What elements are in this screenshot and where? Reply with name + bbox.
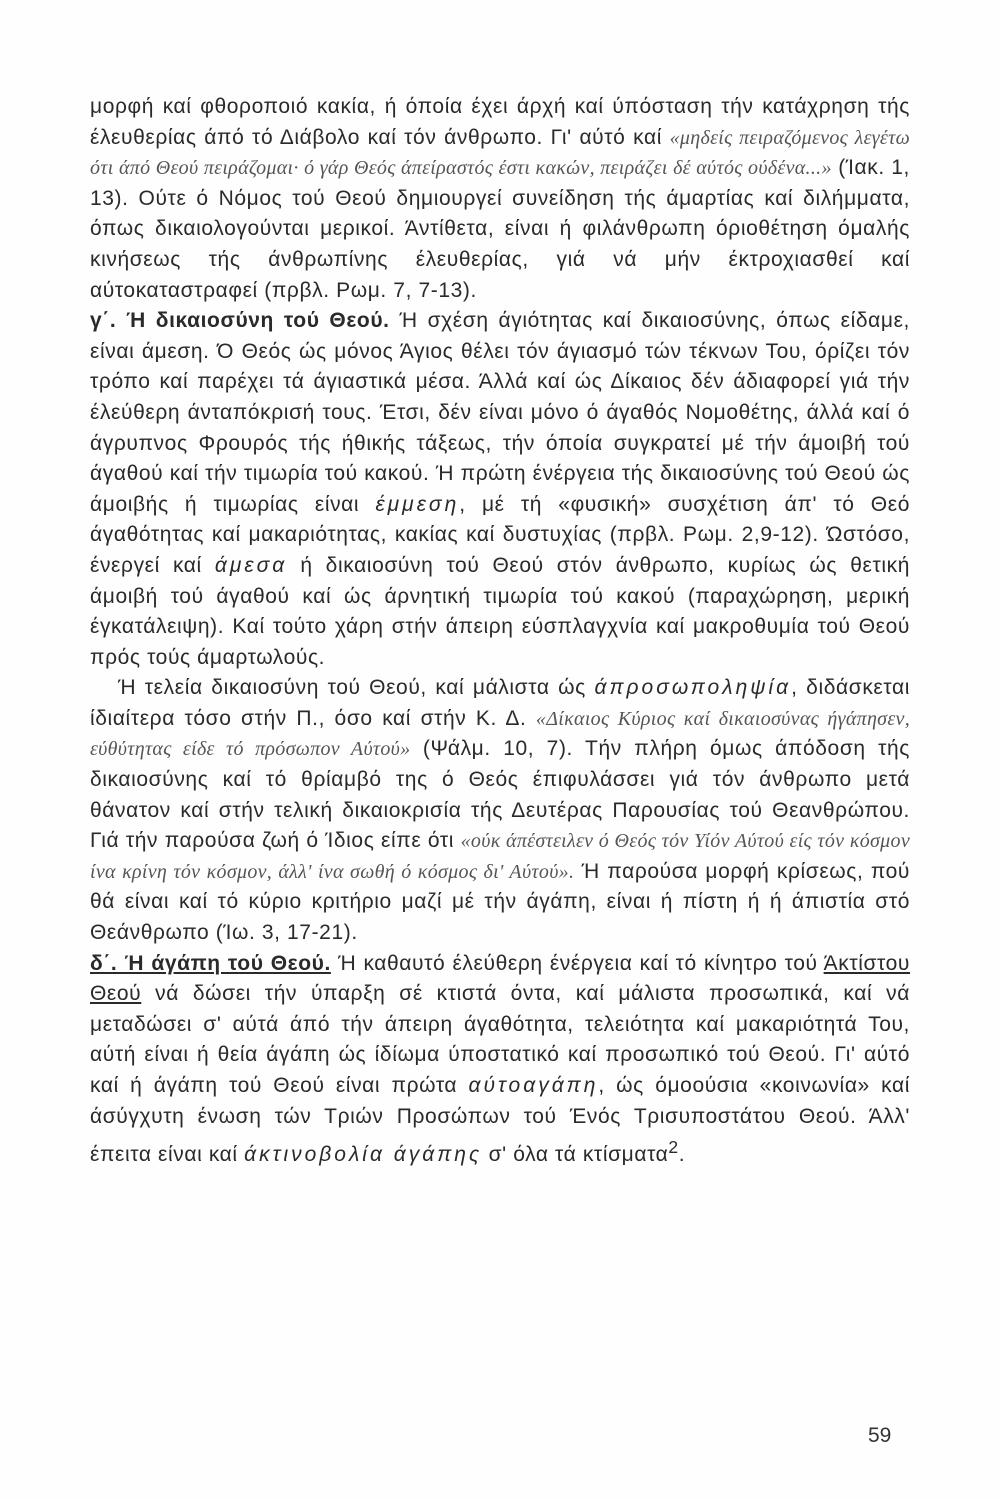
body-text xyxy=(90,92,910,1171)
paragraph-4: δ΄. Ή άγάπη τού Θεού. Ή καθαυτό έλεύθερη ένέργεια καί τό κίνητρο τού Άκτίστου Θεού νά δώσει τήν ύπαρξη σέ κτιστά όντα, καί μάλιστα προσωπικά, καί νά μεταδώσει σ' αύτά άπό τήν άπειρη άγαθότητα, τελειότητα καί μακαριότητά Του, αύτή είναι ή θεία άγάπη ώς ίδίωμα ύποστατικό καί προσωπικό τού Θεού. Γι' αύτό καί ή άγάπη τού Θεού είναι πρώτα αύτοαγάπη, ώς όμοούσια «κοινωνία» καί άσύγχυτη ένωση τών Τριών Προσώπων τού Ένός Τρισυποστάτου Θεού. Άλλ' έπειτα είναι καί άκτινοβολία άγάπης σ' όλα τά κτίσματα$^2$. xyxy=(90,951,911,1167)
emphasis-self-love: αύτοαγάπη xyxy=(468,1074,599,1097)
quote-psalm: «Δίκαιος Κύριος καί δικαιοσύνας ήγάπησεν, εύθύτητας είδε τό πρόσωπον Αύτού» xyxy=(90,707,910,761)
section-heading-justice: γ΄. Ή δικαιοσύνη τού Θεού. xyxy=(90,309,390,333)
footnote-ref: 2 xyxy=(668,1137,679,1158)
underlined-phrase: Άκτίστου Θεού xyxy=(90,951,911,1006)
paragraph-1: μορφή καί φθοροποιό κακία, ή όποία έχει άρχή καί ύπόσταση τήν κατάχρηση τής έλευθερίας άπό τό Διάβολο καί τόν άνθρωπο. Γι' αύτό καί «μηδείς πειραζόμενος λεγέτω ότι άπό Θεού πειράζομαι· ό γάρ Θεός άπείραστός έστι κακών, πειράζει δέ αύτός ούδένα...» (Ίακ. 1, 13). Ούτε ό Νόμος τού Θεού δημιουργεί συνείδηση τής άμαρτίας καί διλήμματα, όπως δικαιολογούνται μερικοί. Άντίθετα, είναι ή φιλάνθρωπη όριοθέτηση όμαλής κινήσεως τής άνθρωπίνης έλευθερίας, γιά νά μήν έκτροχιασθεί καί αύτοκαταστραφεί (πρβλ. Ρωμ. 7, 7-13). xyxy=(90,95,910,302)
page-number: 59 xyxy=(868,1424,892,1447)
emphasis-radiance: άκτινοβολία άγάπης xyxy=(244,1143,483,1167)
emphasis-direct: άμεσα xyxy=(214,553,288,577)
quote-john: «ούκ άπέστειλεν ό Θεός τόν Υίόν Αύτού είς τόν κόσμον ίνα κρίνη τόν κόσμον, άλλ' ίνα σωθή ό κόσμος δι' Αύτού». xyxy=(90,830,910,883)
quote-james: «μηδείς πειραζόμενος λεγέτω ότι άπό Θεού πειράζομαι· ό γάρ Θεός άπείραστός έστι κακών, πειράζει δέ αύτός ούδένα...» xyxy=(90,126,910,180)
emphasis-indirect: έμμεση xyxy=(375,492,460,516)
paragraph-2: γ΄. Ή δικαιοσύνη τού Θεού. Ή σχέση άγιότητας καί δικαιοσύνης, όπως είδαμε, είναι άμεση. Ό Θεός ώς μόνος Άγιος θέλει τόν άγιασμό τών τέκνων Του, όρίζει τόν τρόπο καί παρέχει τά άγιαστικά μέσα. Άλλά καί ώς Δίκαιος δέν άδιαφορεί γιά τήν έλεύθερη άνταπόκρισή τους. Έτσι, δέν είναι μόνο ό άγαθός Νομοθέτης, άλλά καί ό άγρυπνος Φρουρός τής ήθικής τάξεως, τήν όποία συγκρατεί μέ τήν άμοιβή τού άγαθού καί τήν τιμωρία τού κακού. Ή πρώτη ένέργεια τής δικαιοσύνης τού Θεού ώς άμοιβής ή τιμωρίας είναι έμμεση, μέ τή «φυσική» συσχέτιση άπ' τό Θεό άγαθότητας καί μακαριότητας, κακίας καί δυστυχίας (πρβλ. Ρωμ. 2,9-12). Ώστόσο, ένεργεί καί άμεσα ή δικαιοσύνη τού Θεού στόν άνθρωπο, κυρίως ώς θετική άμοιβή τού άγαθού καί ώς άρνητική τιμωρία τού κακού (παραχώρηση, μερική έγκατάλειψη). Καί τούτο χάρη στήν άπειρη εύσπλαγχνία καί μακροθυμία τού Θεού πρός τούς άμαρτωλούς. xyxy=(90,309,910,669)
paragraph-3: Ή τελεία δικαιοσύνη τού Θεού, καί μάλιστα ώς άπροσωποληψία, διδάσκεται ίδιαίτερα τόσο στήν Π., όσο καί στήν Κ. Δ. «Δίκαιος Κύριος καί δικαιοσύνας ήγάπησεν, εύθύτητας είδε τό πρόσωπον Αύτού» (Ψάλμ. 10, 7). Τήν πλήρη όμως άπόδοση τής δικαιοσύνης καί τό θρίαμβό της ό Θεός έπιφυλάσσει γιά τόν άνθρωπο μετά θάνατον καί στήν τελική δικαιοκρισία τής Δευτέρας Παρουσίας τού Θεανθρώπου. Γιά τήν παρούσα ζωή ό Ίδιος είπε ότι «ούκ άπέστειλεν ό Θεός τόν Υίόν Αύτού είς τόν κόσμον ίνα κρίνη τόν κόσμον, άλλ' ίνα σωθή ό κόσμος δι' Αύτού». Ή παρούσα μορφή κρίσεως, πού θά είναι καί τό κύριο κριτήριο μαζί μέ τήν άγάπη, είναι ή πίστη ή ή άπιστία στό Θεάνθρωπο (Ίω. 3, 17-21). xyxy=(90,676,910,945)
emphasis-impartiality: άπροσωποληψία xyxy=(594,676,792,700)
section-heading-love: δ΄. Ή άγάπη τού Θεού. xyxy=(90,951,331,975)
